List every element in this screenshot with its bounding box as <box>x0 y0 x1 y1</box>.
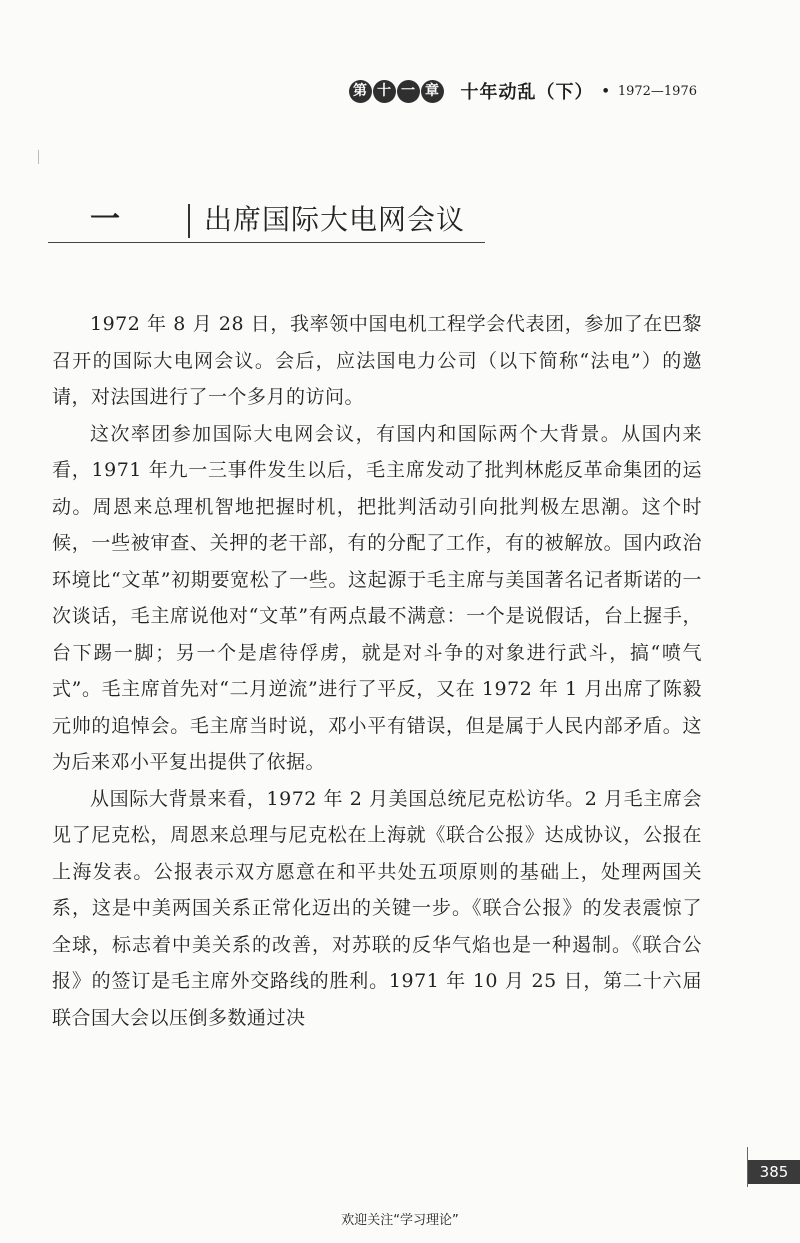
chapter-char: 十 <box>373 80 396 103</box>
running-header <box>349 78 697 104</box>
paragraph: 1972 年 8 月 28 日，我率领中国电机工程学会代表团，参加了在巴黎召开的国际大电网会议。会后，应法国电力公司（以下简称“法电”）的邀请，对法国进行了一个多月的访问。 <box>52 313 702 408</box>
section-heading <box>48 200 485 244</box>
chapter-char: 一 <box>397 80 420 103</box>
paragraph: 这次率团参加国际大电网会议，有国内和国际两个大背景。从国内来看，1971 年九一三事件发生以后，毛主席发动了批判林彪反革命集团的运动。周恩来总理机智地把握时机，把批判活动引向批判极左思潮。这个时候，一些被审查、关押的老干部，有的分配了工作，有的被解放。国内政治环境比“文革”初期要宽松了一些。这起源于毛主席与美国著名记者斯诺的一次谈话，毛主席说他对“文革”有两点最不满意：一个是说假话，台上握手，台下踢一脚；另一个是虐待俘虏，就是对斗争的对象进行武斗，搞“喷气式”。毛主席首先对“二月逆流”进行了平反，又在 1972 年 1 月出席了陈毅元帅的追悼会。毛主席当时说，邓小平有错误，但是属于人民内部矛盾。这为后来邓小平复出提供了依据。 <box>52 422 702 773</box>
section-underline <box>48 242 485 243</box>
chapter-label <box>349 80 445 103</box>
footer-note: 欢迎关注“学习理论” <box>341 1213 459 1228</box>
paragraph: 从国际大背景来看，1972 年 2 月美国总统尼克松访华。2 月毛主席会见了尼克松，周恩来总理与尼克松在上海就《联合公报》达成协议，公报在上海发表。公报表示双方愿意在和平共处五项原则的基础上，处理两国关系，这是中美两国关系正常化迈出的关键一步。《联合公报》的发表震惊了全球，标志着中美关系的改善，对苏联的反华气焰也是一种遏制。《联合公报》的签订是毛主席外交路线的胜利。1971 年 10 月 25 日，第二十六届联合国大会以压倒多数通过决 <box>52 787 702 1029</box>
page-number: 385 <box>748 1160 800 1184</box>
section-title: 出席国际大电网会议 <box>204 203 466 236</box>
chapter-title: 十年动乱（下） <box>460 82 594 103</box>
header-bullet: • <box>601 83 610 99</box>
scan-mark <box>38 150 39 164</box>
section-number: 一 <box>90 202 120 237</box>
body-text <box>52 306 702 1036</box>
chapter-char: 章 <box>421 80 444 103</box>
chapter-years: 1972—1976 <box>617 83 697 99</box>
chapter-char: 第 <box>349 80 372 103</box>
section-divider <box>188 204 190 238</box>
